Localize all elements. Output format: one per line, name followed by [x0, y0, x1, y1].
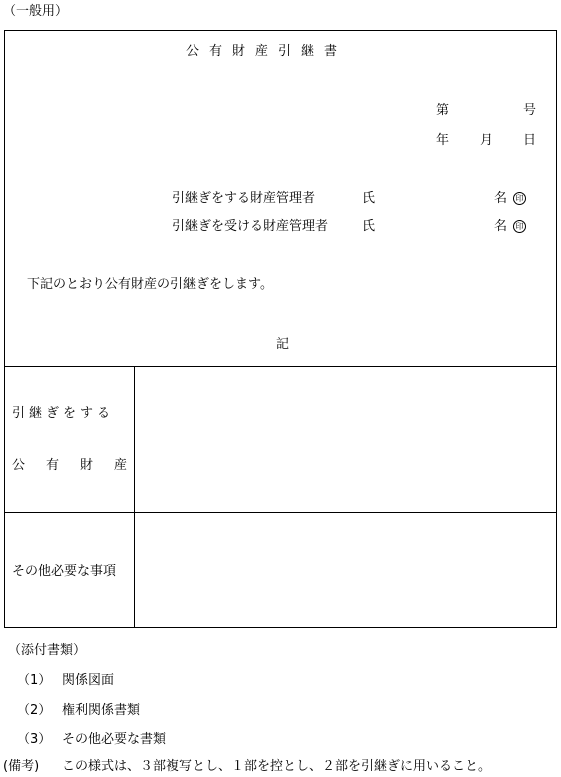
number-suffix: 号	[523, 103, 537, 118]
attachment-item-text: 権利関係書類	[62, 703, 141, 718]
transferee-name-mei: 名 印	[494, 219, 526, 235]
remarks-text: この様式は、３部複写とし、１部を控とし、２部を引継ぎに用いること。	[62, 759, 492, 774]
row1-value-cell[interactable]	[140, 372, 550, 506]
date-year: 年	[436, 133, 450, 148]
attachment-item-num: （3）	[17, 732, 52, 747]
transferor-name-mei: 名 印	[494, 191, 526, 207]
form-category-label: （一般用）	[3, 4, 69, 19]
form-title: 公有財産引継書	[186, 44, 348, 59]
attachments-heading: （添付書類）	[8, 643, 87, 658]
attachment-item-text: その他必要な書類	[62, 732, 167, 747]
seal-icon: 印	[513, 220, 526, 233]
ki-label: 記	[276, 337, 290, 352]
statement-text: 下記のとおり公有財産の引継ぎをします。	[27, 277, 273, 292]
transferee-label: 引継ぎを受ける財産管理者	[172, 219, 329, 234]
row2-value-cell[interactable]	[140, 518, 550, 622]
attachment-item-num: （2）	[17, 703, 52, 718]
row1-label-line2: 公有財産	[12, 458, 149, 473]
number-prefix: 第	[436, 103, 450, 118]
divider-top	[4, 366, 557, 367]
attachment-item-text: 関係図面	[62, 673, 115, 688]
seal-icon: 印	[513, 192, 526, 205]
table-column-divider	[134, 366, 135, 628]
transferee-name-shi: 氏	[362, 219, 376, 234]
row1-label-line1: 引継ぎをする	[12, 406, 115, 421]
date-day: 日	[523, 133, 537, 148]
transferor-label: 引継ぎをする財産管理者	[172, 191, 316, 206]
row2-label: その他必要な事項	[12, 564, 117, 579]
date-month: 月	[480, 133, 494, 148]
transferor-name-shi: 氏	[362, 191, 376, 206]
attachment-item-num: （1）	[17, 673, 52, 688]
remarks-label: (備考)	[3, 759, 40, 774]
divider-middle	[4, 512, 557, 513]
